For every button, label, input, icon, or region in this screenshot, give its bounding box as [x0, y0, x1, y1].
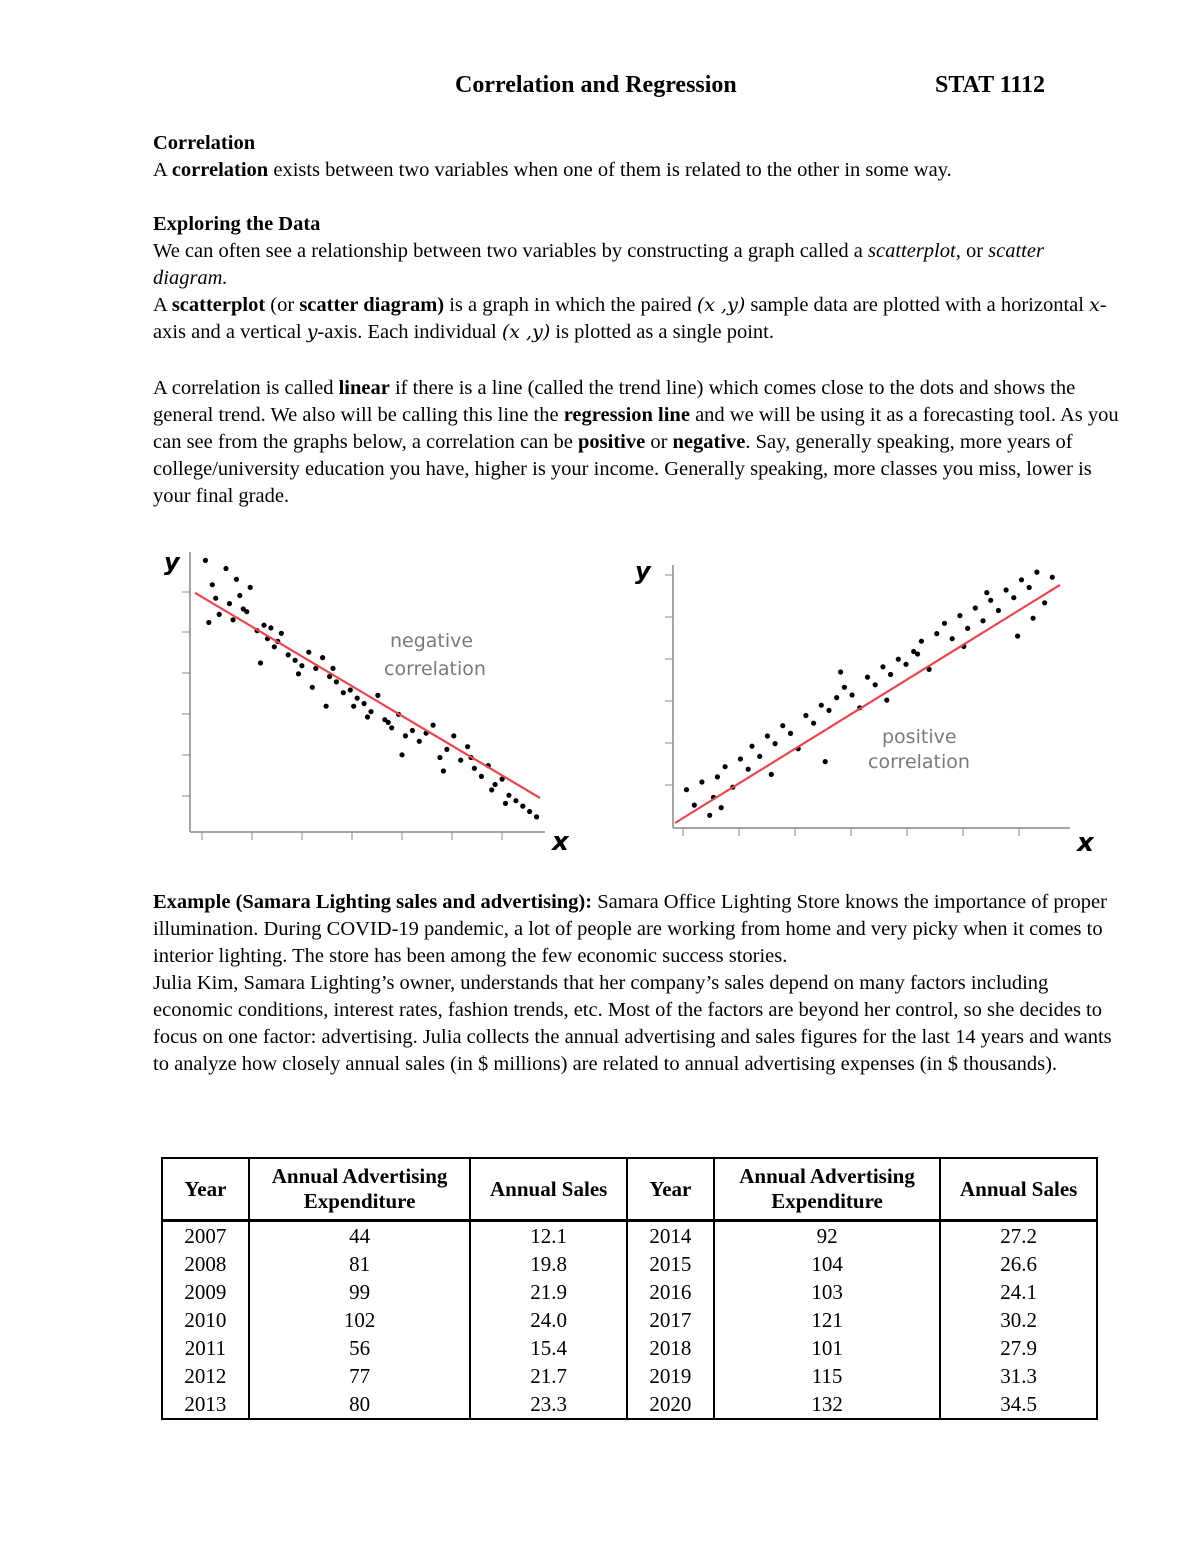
- table-cell: 2011: [162, 1334, 249, 1362]
- math-y: y: [306, 321, 318, 343]
- scatter-point: [223, 566, 228, 571]
- scatter-point: [996, 608, 1001, 613]
- math-pair: (x ,y): [501, 321, 551, 343]
- text-run: . Say, generally speaking, more years of college/university education you have, higher is your income. Generally speaking, more classes you miss, lower is your final grade.: [153, 431, 1092, 507]
- scatter-point: [306, 650, 311, 655]
- scatter-point: [230, 617, 235, 622]
- table-cell: 121: [714, 1306, 941, 1334]
- table-cell: 77: [249, 1362, 471, 1390]
- scatter-point: [919, 639, 924, 644]
- term-scatterplot: scatterplot: [868, 240, 956, 262]
- text-run: -axis and a vertical: [153, 294, 1107, 343]
- table-cell: 2016: [627, 1278, 714, 1306]
- annotation-correlation: correlation: [384, 658, 486, 680]
- text-run: or: [645, 431, 673, 453]
- scatter-point: [707, 813, 712, 818]
- table-cell: 24.0: [470, 1306, 627, 1334]
- x-axis-label: x: [1077, 828, 1094, 858]
- table-cell: 2008: [162, 1250, 249, 1278]
- scatter-point: [527, 809, 532, 814]
- term-scatterplot-bold: scatterplot: [171, 294, 266, 316]
- header-sales: Annual Sales: [470, 1158, 627, 1221]
- scatter-point: [1015, 634, 1020, 639]
- scatter-point: [489, 787, 494, 792]
- x-ticks: [683, 828, 1019, 836]
- table-row: [162, 1250, 1097, 1278]
- term-positive: positive: [578, 431, 646, 453]
- table-row: [162, 1221, 1097, 1251]
- scatter-point: [749, 744, 754, 749]
- text-run: sample data are plotted with a horizontal: [745, 294, 1090, 316]
- scatter-point: [299, 663, 304, 668]
- scatter-point: [341, 690, 346, 695]
- scatter-point: [880, 664, 885, 669]
- table-cell: 102: [249, 1306, 471, 1334]
- scatter-point: [362, 701, 367, 706]
- table-cell: 24.1: [940, 1278, 1097, 1306]
- scatter-point: [1050, 575, 1055, 580]
- scatter-point: [788, 731, 793, 736]
- term-scatter-diagram: scatter diagram.: [153, 240, 1044, 289]
- table-cell: 12.1: [470, 1221, 627, 1251]
- table-cell: 103: [714, 1278, 941, 1306]
- table-cell: 2015: [627, 1250, 714, 1278]
- negative-correlation-chart: [150, 540, 590, 860]
- scatter-point: [903, 662, 908, 667]
- y-ticks: [665, 575, 673, 785]
- scatter-point: [1042, 600, 1047, 605]
- scatter-point: [444, 747, 449, 752]
- scatter-point: [1027, 585, 1032, 590]
- table-row: [162, 1362, 1097, 1390]
- scatter-point: [431, 723, 436, 728]
- term-negative: negative: [672, 431, 746, 453]
- scatter-point: [272, 644, 277, 649]
- scatter-point: [293, 658, 298, 663]
- table-header-row: [162, 1158, 1097, 1221]
- text-run: -axis. Each individual: [317, 321, 502, 343]
- scatter-point: [520, 804, 525, 809]
- table-cell: 92: [714, 1221, 941, 1251]
- scatter-point: [410, 728, 415, 733]
- exploring-paragraph-1: [153, 238, 1123, 292]
- text-run: A: [153, 294, 172, 316]
- header-advertising: Annual Advertising Expenditure: [249, 1158, 471, 1221]
- scatter-point: [746, 767, 751, 772]
- table-cell: 27.9: [940, 1334, 1097, 1362]
- scatter-point: [942, 621, 947, 626]
- x-axis-label: x: [552, 827, 569, 857]
- table-cell: 2007: [162, 1221, 249, 1251]
- table-cell: 21.9: [470, 1278, 627, 1306]
- scatter-point: [248, 585, 253, 590]
- scatter-point: [493, 782, 498, 787]
- scatter-point: [842, 685, 847, 690]
- x-ticks: [202, 832, 502, 840]
- scatter-point: [765, 733, 770, 738]
- text-run: (or: [265, 294, 300, 316]
- scatter-point: [324, 704, 329, 709]
- table-cell: 80: [249, 1390, 471, 1419]
- exploring-section: [153, 211, 1123, 346]
- correlation-heading: Correlation: [153, 132, 256, 154]
- scatter-point: [399, 752, 404, 757]
- scatter-point: [684, 787, 689, 792]
- scatter-point: [811, 721, 816, 726]
- table-cell: 19.8: [470, 1250, 627, 1278]
- table-cell: 34.5: [940, 1390, 1097, 1419]
- annotation-positive: positive: [882, 726, 957, 748]
- table-cell: 99: [249, 1278, 471, 1306]
- advertising-sales-table: [161, 1157, 1098, 1420]
- annotation-correlation: correlation: [868, 751, 970, 773]
- scatter-point: [472, 766, 477, 771]
- scatter-point: [965, 626, 970, 631]
- scatter-point: [241, 606, 246, 611]
- example-paragraph-2: Julia Kim, Samara Lighting’s owner, understands that her company’s sales depend on many factors including economic conditions, interest rates, fashion trends, etc. Most of the factors are beyond her control, so she decides to focus on one factor: advertising. Julia collects the annual advertising and sales figures for the last 14 years and wants to analyze how closely annual sales (in $ millions) are related to annual advertising expenses (in $ thousands).: [153, 972, 1112, 1075]
- scatter-point: [1004, 587, 1009, 592]
- scatter-point: [699, 779, 704, 784]
- table-cell: 31.3: [940, 1362, 1097, 1390]
- scatter-point: [296, 671, 301, 676]
- scatter-point: [234, 577, 239, 582]
- scatter-point: [934, 631, 939, 636]
- scatter-point: [884, 698, 889, 703]
- scatter-point: [258, 660, 263, 665]
- term-scatter-diagram-bold: scatter diagram): [299, 294, 445, 316]
- scatter-point: [348, 687, 353, 692]
- table-cell: 44: [249, 1221, 471, 1251]
- term-correlation: correlation: [171, 159, 269, 181]
- y-axis-label: y: [164, 548, 180, 576]
- correlation-section: [153, 130, 1123, 184]
- scatter-point: [1031, 616, 1036, 621]
- scatter-point: [451, 733, 456, 738]
- table-cell: 2020: [627, 1390, 714, 1419]
- exploring-paragraph-2: [153, 292, 1123, 346]
- table-cell: 101: [714, 1334, 941, 1362]
- scatter-point: [888, 672, 893, 677]
- scatter-point: [513, 798, 518, 803]
- term-regression-line: regression line: [563, 404, 690, 426]
- text-run: is plotted as a single point.: [550, 321, 775, 343]
- scatter-point: [719, 805, 724, 810]
- positive-correlation-chart: [625, 545, 1105, 865]
- scatter-point: [365, 714, 370, 719]
- scatter-point: [217, 612, 222, 617]
- scatter-point: [368, 709, 373, 714]
- scatter-point: [210, 582, 215, 587]
- scatter-point: [213, 596, 218, 601]
- table-cell: 2017: [627, 1306, 714, 1334]
- course-code: STAT 1112: [935, 72, 1046, 98]
- scatter-point: [506, 793, 511, 798]
- table-cell: 81: [249, 1250, 471, 1278]
- scatter-point: [1034, 570, 1039, 575]
- text-run: exists between two variables when one of them is related to the other in some way.: [268, 159, 952, 181]
- scatter-point: [417, 739, 422, 744]
- text-run: and we will be using it as a forecasting tool. As you can see from the graphs below, a correlation can be: [153, 404, 1119, 453]
- table-cell: 115: [714, 1362, 941, 1390]
- scatter-point: [203, 558, 208, 563]
- scatter-point: [237, 593, 242, 598]
- header-sales: Annual Sales: [940, 1158, 1097, 1221]
- scatter-point: [692, 803, 697, 808]
- scatter-point: [320, 655, 325, 660]
- scatter-point: [973, 605, 978, 610]
- table-cell: 15.4: [470, 1334, 627, 1362]
- scatter-point: [1019, 577, 1024, 582]
- scatter-point: [389, 725, 394, 730]
- table-cell: 104: [714, 1250, 941, 1278]
- table-cell: 132: [714, 1390, 941, 1419]
- scatter-point: [351, 704, 356, 709]
- math-pair: (x ,y): [696, 294, 746, 316]
- text-run: Samara Office Lighting Store knows the importance of proper illumination. During COVID-19 pandemic, a lot of people are working from home and very picky when it comes to interior lighting. The store has been among the few economic success stories.: [153, 891, 1107, 967]
- linear-section: [153, 375, 1123, 510]
- table-cell: 21.7: [470, 1362, 627, 1390]
- table-row: [162, 1278, 1097, 1306]
- scatter-point: [441, 768, 446, 773]
- scatter-point: [957, 613, 962, 618]
- table-row: [162, 1306, 1097, 1334]
- linear-paragraph: [153, 375, 1123, 510]
- scatter-point: [915, 651, 920, 656]
- scatter-point: [950, 636, 955, 641]
- scatter-point: [503, 801, 508, 806]
- scatter-point: [279, 631, 284, 636]
- scatter-point: [286, 652, 291, 657]
- scatter-point: [268, 625, 273, 630]
- example-section: [153, 889, 1123, 1078]
- correlation-definition: [153, 157, 1123, 184]
- text-run: is a graph in which the paired: [444, 294, 697, 316]
- scatter-point: [823, 759, 828, 764]
- example-heading: Example (Samara Lighting sales and advertising):: [153, 891, 593, 913]
- scatter-point: [403, 733, 408, 738]
- table-cell: 2014: [627, 1221, 714, 1251]
- scatter-point: [865, 675, 870, 680]
- scatter-point: [227, 601, 232, 606]
- table-cell: 2019: [627, 1362, 714, 1390]
- scatter-point: [458, 758, 463, 763]
- scatter-point: [738, 756, 743, 761]
- scatter-point: [534, 814, 539, 819]
- scatter-point: [980, 618, 985, 623]
- example-paragraph-1: [153, 889, 1123, 970]
- scatter-point: [757, 754, 762, 759]
- exploring-heading: Exploring the Data: [153, 213, 321, 235]
- header-year: Year: [162, 1158, 249, 1221]
- header-advertising: Annual Advertising Expenditure: [714, 1158, 941, 1221]
- scatter-points: [684, 570, 1055, 818]
- table-cell: 2010: [162, 1306, 249, 1334]
- scatter-points: [203, 558, 539, 820]
- table-cell: 26.6: [940, 1250, 1097, 1278]
- scatter-point: [819, 703, 824, 708]
- text-run: A: [153, 159, 172, 181]
- table-row: [162, 1334, 1097, 1362]
- scatter-point: [988, 598, 993, 603]
- scatter-point: [465, 744, 470, 749]
- regression-line: [675, 585, 1060, 823]
- table-cell: 2013: [162, 1390, 249, 1419]
- table-cell: 23.3: [470, 1390, 627, 1419]
- table-row: [162, 1390, 1097, 1419]
- scatter-point: [773, 741, 778, 746]
- scatter-point: [984, 590, 989, 595]
- scatter-point: [386, 720, 391, 725]
- scatter-point: [334, 679, 339, 684]
- table-cell: 2018: [627, 1334, 714, 1362]
- scatter-point: [261, 623, 266, 628]
- text-run: , or: [955, 240, 989, 262]
- regression-line: [195, 593, 540, 798]
- scatter-point: [834, 695, 839, 700]
- scatter-point: [330, 666, 335, 671]
- scatter-point: [437, 755, 442, 760]
- table-cell: 30.2: [940, 1306, 1097, 1334]
- table-cell: 56: [249, 1334, 471, 1362]
- text-run: A correlation is called: [153, 377, 339, 399]
- scatter-point: [715, 774, 720, 779]
- scatter-point: [206, 620, 211, 625]
- math-x: x: [1089, 294, 1100, 316]
- page-title: Correlation and Regression: [455, 72, 737, 98]
- term-linear: linear: [338, 377, 390, 399]
- table-cell: 2012: [162, 1362, 249, 1390]
- text-run: We can often see a relationship between two variables by constructing a graph called a: [153, 240, 868, 262]
- scatter-point: [1011, 595, 1016, 600]
- header-year: Year: [627, 1158, 714, 1221]
- scatter-point: [355, 696, 360, 701]
- text-run: if there is a line (called the trend line) which comes close to the dots and shows the general trend. We also will be calling this line the: [153, 377, 1076, 426]
- scatter-point: [780, 723, 785, 728]
- y-axis-label: y: [635, 557, 651, 585]
- annotation-negative: negative: [390, 630, 474, 652]
- scatter-point: [479, 774, 484, 779]
- scatter-point: [803, 713, 808, 718]
- scatter-point: [850, 692, 855, 697]
- scatter-point: [826, 708, 831, 713]
- table-cell: 27.2: [940, 1221, 1097, 1251]
- scatter-point: [375, 693, 380, 698]
- table-cell: 2009: [162, 1278, 249, 1306]
- scatter-point: [310, 685, 315, 690]
- scatter-point: [723, 764, 728, 769]
- scatter-point: [838, 669, 843, 674]
- scatter-point: [896, 657, 901, 662]
- y-ticks: [182, 592, 190, 796]
- scatter-point: [873, 682, 878, 687]
- scatter-point: [769, 772, 774, 777]
